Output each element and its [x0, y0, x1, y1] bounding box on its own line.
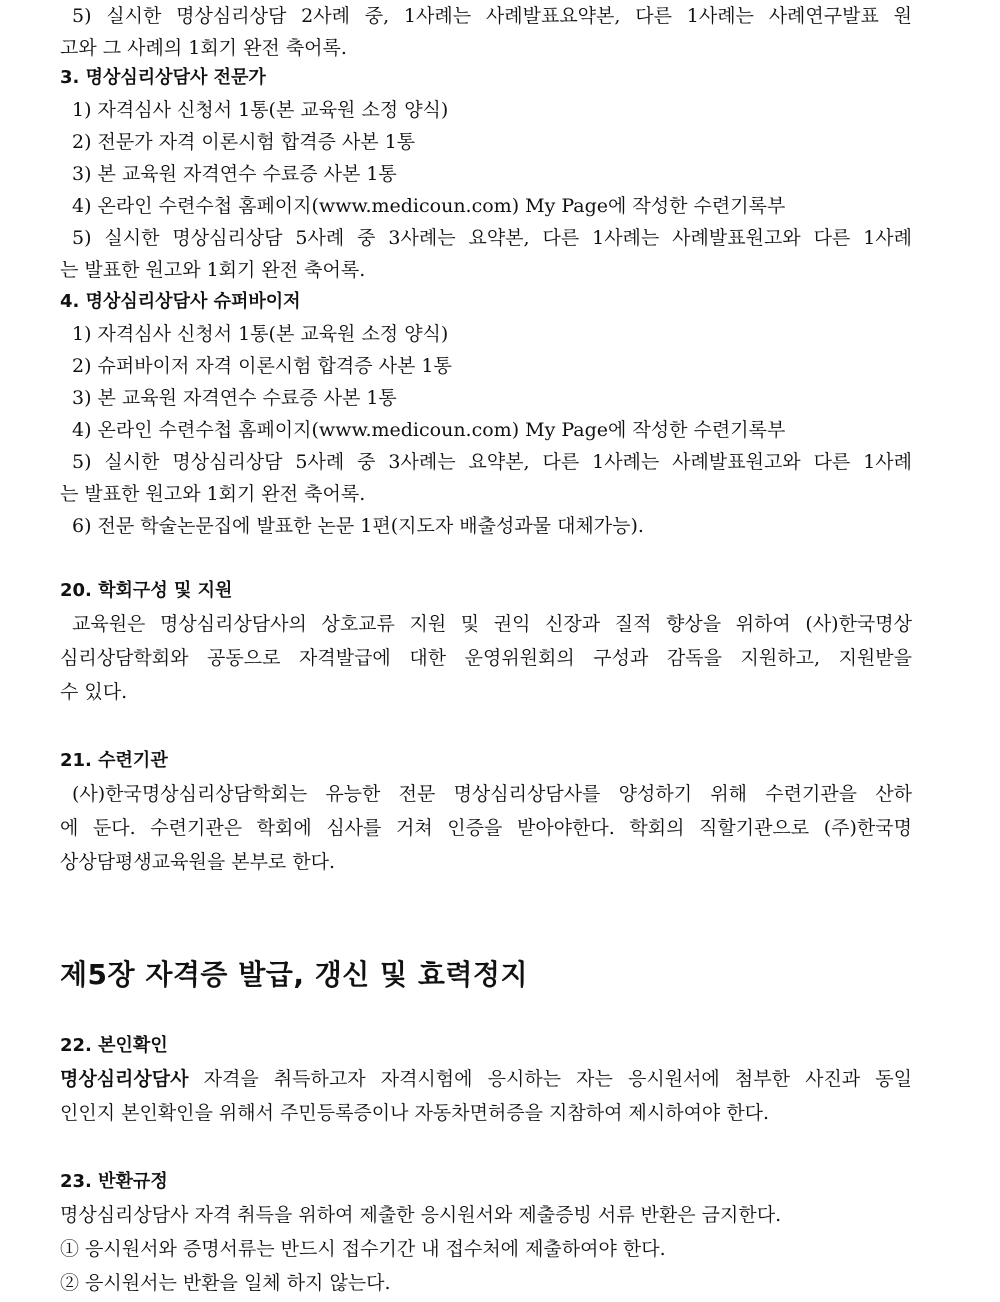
section-4: [60, 286, 912, 542]
section-heading: 21. 수련기관: [60, 750, 168, 771]
paragraph-line: [60, 1062, 912, 1096]
paragraph-line: (사)한국명상심리상담학회는 유능한 전문 명상심리상담사를 양성하기 위해 수련기관을 산하: [72, 783, 912, 805]
list-item: 1) 자격심사 신청서 1통(본 교육원 소정 양식): [72, 323, 449, 345]
section-3: [60, 62, 912, 286]
section-20: [60, 575, 912, 709]
paragraph-line: 상상담평생교육원을 본부로 한다.: [60, 851, 336, 873]
list-item: 4) 온라인 수련수첩 홈페이지(www.medicoun.com) My Page에 작성한 수련기록부: [72, 419, 786, 441]
section-21: [60, 745, 912, 879]
list-item: 6) 전문 학술논문집에 발표한 논문 1편(지도자 배출성과물 대체가능).: [72, 515, 644, 537]
paragraph-line: 수 있다.: [60, 681, 128, 703]
block-a: [60, 0, 912, 64]
list-item: 2) 슈퍼바이저 자격 이론시험 합격증 사본 1통: [72, 355, 452, 377]
section-heading: 20. 학회구성 및 지원: [60, 580, 233, 601]
list-item: 5) 실시한 명상심리상담 5사례 중 3사례는 요약본, 다른 1사례는 사례발표원고와 다른 1사례: [72, 451, 912, 473]
paragraph-line: 는 발표한 원고와 1회기 완전 축어록.: [60, 259, 366, 281]
paragraph-line: 는 발표한 원고와 1회기 완전 축어록.: [60, 483, 366, 505]
list-item: ① 응시원서와 증명서류는 반드시 접수기간 내 접수처에 제출하여야 한다.: [60, 1238, 666, 1260]
section-23: [60, 1166, 912, 1300]
chapter-title: 제5장 자격증 발급, 갱신 및 효력정지: [60, 958, 529, 991]
list-item: 4) 온라인 수련수첩 홈페이지(www.medicoun.com) My Page에 작성한 수련기록부: [72, 195, 786, 217]
list-item: ② 응시원서는 반환을 일체 하지 않는다.: [60, 1272, 391, 1294]
chapter-5: [60, 955, 912, 995]
paragraph-line: 심리상담학회와 공동으로 자격발급에 대한 운영위원회의 구성과 감독을 지원하고, 지원받을: [60, 647, 912, 669]
list-item: 3) 본 교육원 자격연수 수료증 사본 1통: [72, 387, 397, 409]
section-heading: 22. 본인확인: [60, 1035, 168, 1056]
list-item: 1) 자격심사 신청서 1통(본 교육원 소정 양식): [72, 99, 449, 121]
paragraph-line: 5) 실시한 명상심리상담 2사례 중, 1사례는 사례발표요약본, 다른 1사례는 사례연구발표 원: [72, 5, 912, 27]
bold-term: 명상심리상담사: [60, 1068, 189, 1090]
list-item: 5) 실시한 명상심리상담 5사례 중 3사례는 요약본, 다른 1사례는 사례발표원고와 다른 1사례: [72, 227, 912, 249]
paragraph-line: 인인지 본인확인을 위해서 주민등록증이나 자동차면허증을 지참하여 제시하여야 한다.: [60, 1102, 770, 1124]
paragraph-line: 고와 그 사례의 1회기 완전 축어록.: [60, 37, 347, 59]
section-heading: 3. 명상심리상담사 전문가: [60, 67, 266, 88]
paragraph-line: 명상심리상담사 자격 취득을 위하여 제출한 응시원서와 제출증빙 서류 반환은 금지한다.: [60, 1204, 782, 1226]
section-22: [60, 1030, 912, 1130]
section-heading: 4. 명상심리상담사 슈퍼바이저: [60, 291, 301, 312]
section-heading: 23. 반환규정: [60, 1171, 168, 1192]
paragraph-line: 교육원은 명상심리상담사의 상호교류 지원 및 권익 신장과 질적 향상을 위하여 (사)한국명상: [72, 613, 912, 635]
paragraph-text: 자격을 취득하고자 자격시험에 응시하는 자는 응시원서에 첨부한 사진과 동일: [188, 1068, 912, 1090]
list-item: 3) 본 교육원 자격연수 수료증 사본 1통: [72, 163, 397, 185]
list-item: 2) 전문가 자격 이론시험 합격증 사본 1통: [72, 131, 416, 153]
paragraph-line: 에 둔다. 수련기관은 학회에 심사를 거쳐 인증을 받아야한다. 학회의 직할기관으로 (주)한국명: [60, 817, 912, 839]
